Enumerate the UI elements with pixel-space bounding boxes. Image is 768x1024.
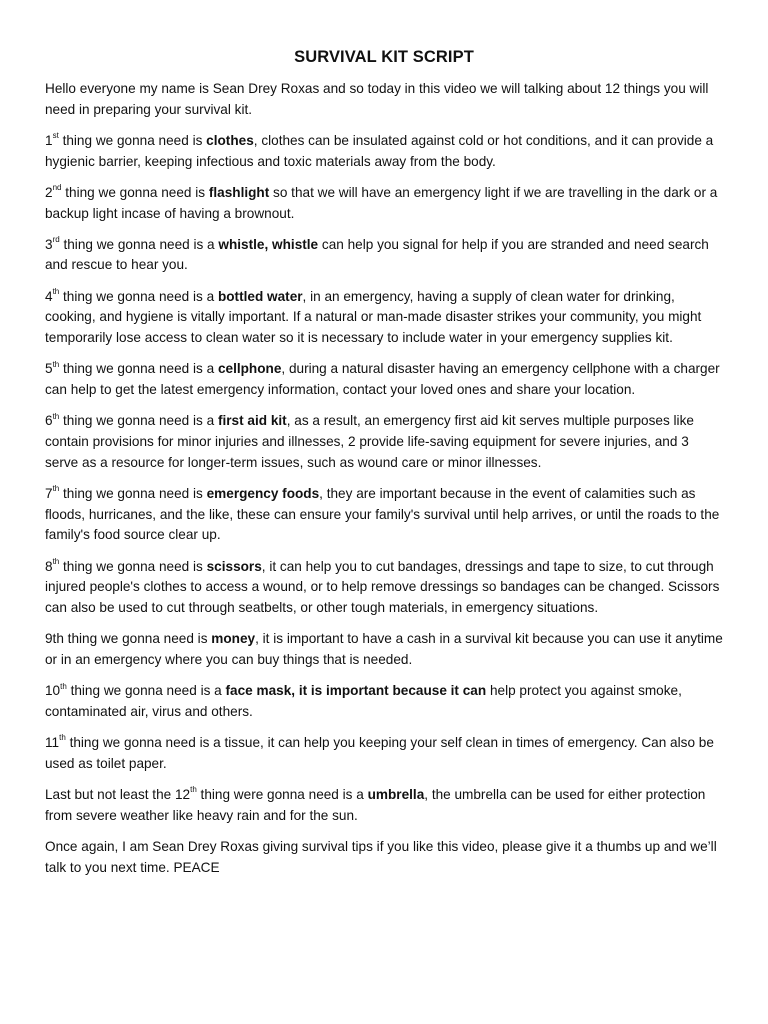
item-ordinal-suffix: st xyxy=(52,131,59,141)
item-bold-keyword: bottled water xyxy=(217,288,303,304)
item-number: 7 xyxy=(45,485,53,501)
item-ordinal-suffix: th xyxy=(60,681,67,691)
item-lead-text: thing we gonna need is a tissue, it can help you keeping your self clean in times of emergency. Can also be used as toilet paper. xyxy=(45,734,714,771)
item-description: , they are important because in the event of calamities such as floods, hurricanes, and the like, these can ensure your family's survival until help arrives, or until the roads to the family's food source clear up. xyxy=(45,485,720,543)
item-description: , clothes can be insulated against cold or hot conditions, and it can provide a hygienic barrier, keeping infectious and toxic materials away from the body. xyxy=(45,132,714,169)
item-description: , it can help you to cut bandages, dressings and tape to size, to cut through injured people's clothes to access a wound, or to help remove dressings so bandages can be changed. Scissors can also be used to cut through seatbelts, or other tough materials, in emergency situations. xyxy=(45,558,720,616)
item-paragraph-2 xyxy=(45,183,723,225)
item-lead-text: thing we gonna need is a xyxy=(59,361,218,377)
item-number: 3 xyxy=(45,236,53,252)
item-paragraph-3 xyxy=(45,235,723,277)
item-ordinal-suffix: nd xyxy=(52,183,62,193)
item-lead-text: thing we gonna need is xyxy=(59,485,207,501)
item-paragraph-9 xyxy=(45,629,723,671)
item-lead-text: thing we gonna need is a xyxy=(59,288,218,304)
item-ordinal-suffix: th xyxy=(52,287,60,297)
item-lead-text: thing we gonna need is xyxy=(63,631,212,647)
item-lead-text: thing we gonna need is xyxy=(61,184,209,200)
item-description: , the umbrella can be used for either protection from severe weather like heavy rain and for the sun. xyxy=(45,786,706,823)
item-bold-keyword: money xyxy=(211,631,256,647)
item-paragraph-10 xyxy=(45,681,723,723)
item-paragraph-12 xyxy=(45,785,723,827)
item-lead-text: thing we gonna need is xyxy=(59,558,207,574)
item-bold-keyword: scissors xyxy=(206,558,262,574)
item-number: 1 xyxy=(45,132,53,148)
item-description: , in an emergency, having a supply of clean water for drinking, cooking, and hygiene is vitally important. If a natural or man-made disaster strikes your community, you might temporarily lose access to clean water so it is necessary to include water in your emergency supplies kit. xyxy=(45,288,702,346)
item-lead-text: thing we gonna need is a xyxy=(66,683,226,699)
item-number: 2 xyxy=(45,184,53,200)
item-ordinal-suffix: th xyxy=(190,785,197,795)
item-number: 9th xyxy=(45,631,64,647)
item-lead-text: thing we gonna need is a xyxy=(59,413,218,429)
intro-paragraph: Hello everyone my name is Sean Drey Roxas and so today in this video we will talking about 12 things you will need in preparing your survival kit. xyxy=(45,81,709,117)
document-page xyxy=(45,48,723,889)
item-bold-keyword: flashlight xyxy=(208,184,270,200)
item-paragraph-4 xyxy=(45,287,723,349)
item-paragraph-11 xyxy=(45,733,723,775)
document-title: SURVIVAL KIT SCRIPT xyxy=(294,48,474,66)
item-paragraph-5 xyxy=(45,359,723,401)
item-ordinal-suffix: th xyxy=(52,411,60,421)
item-ordinal-suffix: th xyxy=(52,556,60,566)
item-number: 8 xyxy=(45,558,53,574)
item-description: help protect you against smoke, contaminated air, virus and others. xyxy=(45,683,682,719)
item-paragraph-6 xyxy=(45,411,723,473)
item-bold-keyword: cellphone xyxy=(217,361,282,377)
outro-paragraph: Once again, I am Sean Drey Roxas giving survival tips if you like this video, please give it a thumbs up and we’ll talk to you next time. PEACE xyxy=(45,838,717,875)
item-description: can help you signal for help if you are stranded and need search and rescue to hear you. xyxy=(45,236,709,273)
item-ordinal-suffix: th xyxy=(52,484,60,494)
item-number: 10 xyxy=(45,683,61,699)
item-ordinal-suffix: rd xyxy=(52,235,60,245)
item-bold-keyword: emergency foods xyxy=(206,485,320,501)
item-lead-text: thing were gonna need is a xyxy=(196,786,368,802)
item-number: Last but not least the 12 xyxy=(45,786,191,802)
item-description: , during a natural disaster having an emergency cellphone with a charger can help to get the latest emergency information, contact your loved ones and share your location. xyxy=(45,361,720,398)
item-paragraph-8 xyxy=(45,557,723,619)
item-lead-text: thing we gonna need is a xyxy=(59,236,219,252)
item-ordinal-suffix: th xyxy=(59,733,66,743)
item-description: so that we will have an emergency light if we are travelling in the dark or a backup light incase of having a brownout. xyxy=(45,184,718,221)
item-lead-text: thing we gonna need is xyxy=(58,132,207,148)
item-paragraph-7 xyxy=(45,484,723,546)
item-number: 5 xyxy=(45,361,53,377)
item-number: 6 xyxy=(45,413,53,429)
item-number: 4 xyxy=(45,288,53,304)
item-bold-keyword: whistle, whistle xyxy=(218,236,319,252)
item-bold-keyword: umbrella xyxy=(367,786,425,802)
item-paragraph-1 xyxy=(45,131,723,173)
item-bold-keyword: clothes xyxy=(206,132,254,148)
item-description: , as a result, an emergency first aid kit serves multiple purposes like contain provisions for minor injuries and illnesses, 2 provide life-saving equipment for severe injuries, and 3 serve as a resource for longer-term issues, such as wound care or minor illnesses. xyxy=(45,413,694,470)
item-bold-keyword: first aid kit xyxy=(217,413,287,429)
item-bold-keyword: face mask, it is important because it can xyxy=(225,683,487,699)
item-ordinal-suffix: th xyxy=(52,359,60,369)
item-number: 11 xyxy=(45,734,60,750)
item-description: , it is important to have a cash in a survival kit because you can use it anytime or in an emergency where you can buy things that is needed. xyxy=(45,631,723,667)
